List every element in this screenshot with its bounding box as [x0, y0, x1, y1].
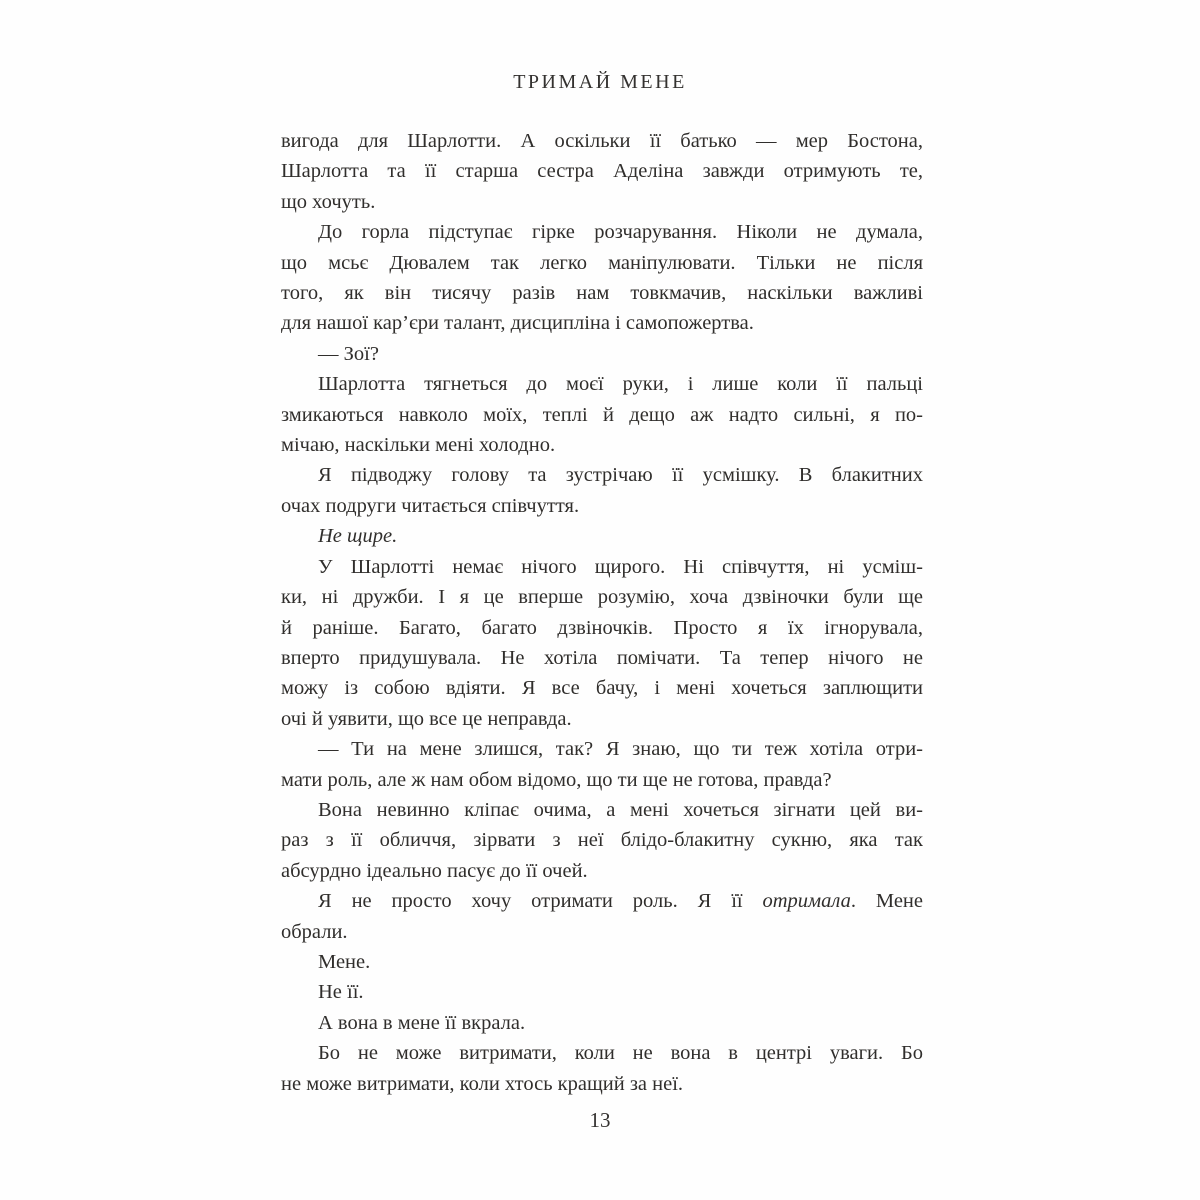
paragraph [281, 1038, 923, 1099]
text-line: Я не просто хочу отримати роль. Я її отримала. Мене [318, 890, 923, 913]
text-line: А вона в мене її вкрала. [318, 1011, 526, 1034]
paragraph [281, 947, 923, 977]
text-line: Шарлотта та її старша сестра Аделіна завжди отримують те, [281, 160, 923, 183]
text-line: Мене. [318, 950, 371, 973]
text-line: Шарлотта тягнеться до моєї руки, і лише коли її пальці [318, 373, 923, 396]
text-line: Не її. [318, 981, 364, 1004]
text-line: — Ти на мене злишся, так? Я знаю, що ти теж хотіла отри- [318, 738, 923, 761]
text-line: У Шарлотті немає нічого щирого. Ні співчуття, ні усміш- [318, 555, 923, 578]
text-line: що мсьє Дювалем так легко маніпулювати. Тільки не після [281, 251, 923, 274]
paragraph [281, 795, 923, 886]
running-header: ТРИМАЙ МЕНЕ [513, 71, 687, 93]
text-line: очі й уявити, що все це неправда. [281, 707, 572, 730]
text-line: не може витримати, коли хтось кращий за неї. [281, 1072, 684, 1095]
paragraph [281, 734, 923, 795]
text-line: мати роль, але ж нам обом відомо, що ти ще не готова, правда? [281, 768, 832, 791]
text-line: Бо не може витримати, коли не вона в центрі уваги. Бо [318, 1042, 923, 1065]
text-line: що хочуть. [281, 190, 376, 213]
text-line: ки, ні дружби. І я це вперше розумію, хоча дзвіночки були ще [281, 586, 923, 609]
text-line: можу із собою вдіяти. Я все бачу, і мені хочеться заплющити [281, 677, 923, 700]
text-line: обрали. [281, 920, 348, 943]
paragraph [281, 977, 923, 1007]
text-line: абсурдно ідеально пасує до її очей. [281, 859, 588, 882]
text-line: того, як він тисячу разів нам товкмачив, наскільки важливі [281, 282, 923, 305]
text-line: Я підводжу голову та зустрічаю її усмішку. В блакитних [318, 464, 923, 487]
text-line: — Зої? [318, 342, 379, 365]
text-line: очах подруги читається співчуття. [281, 494, 580, 517]
paragraph [281, 369, 923, 460]
text-line: Не щире. [318, 525, 398, 548]
page-number: 13 [589, 1108, 611, 1132]
paragraph [281, 460, 923, 521]
paragraph [281, 339, 923, 369]
paragraph [281, 521, 923, 551]
paragraph [281, 126, 923, 217]
text-line: для нашої кар’єри талант, дисципліна і самопожертва. [281, 312, 754, 335]
text-line: раз з її обличчя, зірвати з неї блідо-блакитну сукню, яка так [281, 829, 923, 852]
text-line: Вона невинно кліпає очима, а мені хочеться зігнати цей ви- [318, 798, 923, 821]
paragraph [281, 886, 923, 947]
paragraph [281, 1008, 923, 1038]
body-text [281, 126, 923, 1099]
text-line: змикаються навколо моїх, теплі й дещо аж надто сильні, я по- [281, 403, 923, 426]
text-line: вперто придушувала. Не хотіла помічати. Та тепер нічого не [281, 646, 923, 669]
paragraph [281, 217, 923, 339]
text-line: мічаю, наскільки мені холодно. [281, 434, 556, 457]
text-line: й раніше. Багато, багато дзвіночків. Просто я їх ігнорувала, [281, 616, 923, 639]
text-line: До горла підступає гірке розчарування. Ніколи не думала, [318, 221, 923, 244]
paragraph [281, 552, 923, 734]
text-line: вигода для Шарлотти. А оскільки її батько — мер Бостона, [281, 130, 923, 152]
